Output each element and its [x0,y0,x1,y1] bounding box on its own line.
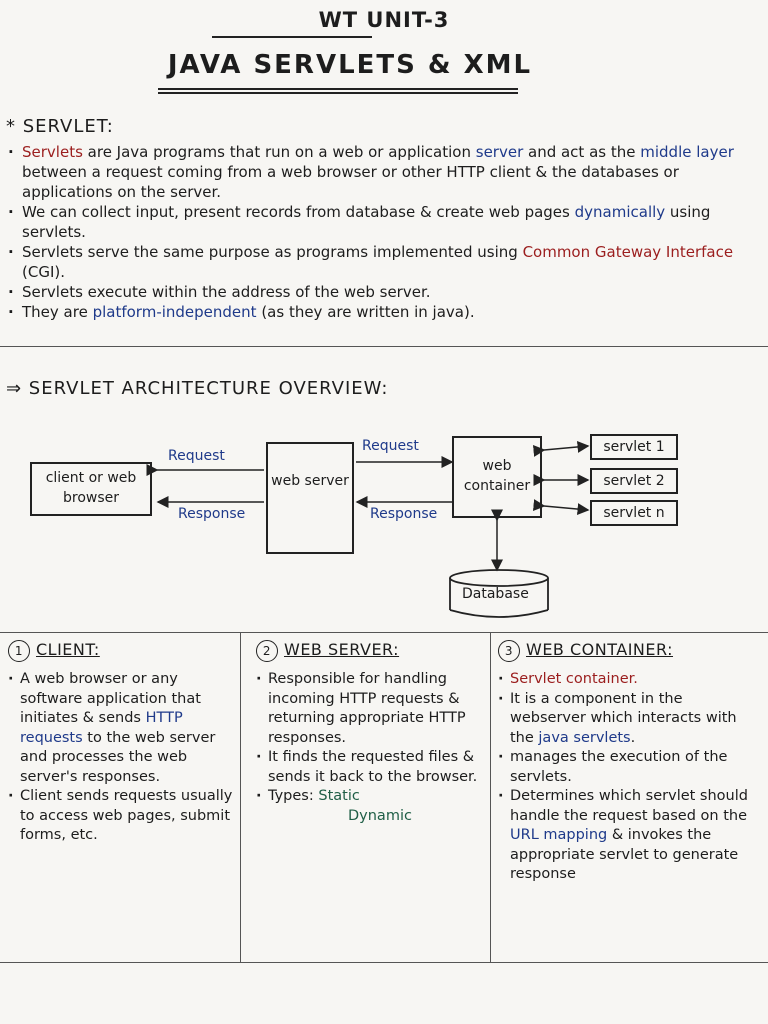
servlet-bullet [6,302,746,322]
text-run: Servlets [22,143,83,161]
text-run: HTTP requests [20,710,183,746]
database-label: Database [462,586,529,602]
text-run: (as they are written in java). [256,303,475,321]
column-heading [8,640,234,662]
text-run: . [630,729,636,746]
servlet-bullet [6,242,746,282]
text-run: Common Gateway Interface [522,243,734,261]
web-server-box: web server [266,442,354,554]
response-label-2: Response [370,506,438,522]
text-run: They are [22,303,93,321]
step-number-badge: 3 [498,640,520,662]
unit-title: WT UNIT-3 [318,8,450,32]
text-run: It finds the requested files & sends it back to the browser. [268,749,478,785]
text-run: to the web server and processes the web server's responses. [20,729,216,785]
text-run: Servlets serve the same purpose as programs implemented using [22,243,523,261]
client-column [8,640,234,846]
servlet-n-box: servlet n [590,500,678,526]
column-divider-1 [240,632,241,962]
database-top [450,570,548,586]
text-run: Client sends requests usually to access web pages, submit forms, etc. [20,788,233,843]
text-run: Static [318,788,360,804]
request-label-2: Request [362,438,419,454]
text-run: It is a component in the webserver which interacts with the [510,690,737,746]
servlet-bullet [6,142,746,202]
text-run: Dynamic [348,807,412,824]
servlet-heading: * SERVLET: [6,116,114,137]
text-run: A web browser or any software application that initiates & sends [20,671,201,726]
column-bullet [498,748,762,787]
text-run: Responsible for handling incoming HTTP requests & returning appropriate HTTP responses. [268,671,466,746]
web-container-column [498,640,762,885]
column-bullet [256,807,482,827]
servlet-1-box: servlet 1 [590,434,678,460]
step-number-badge: 2 [256,640,278,662]
column-bullet [256,670,482,748]
column-bullet [256,748,482,787]
web-container-box: web container [452,436,542,518]
servlet1-arrow [544,446,588,450]
servlet-bullet [6,282,746,302]
text-run: between a request coming from a web browser or other HTTP client & the databases or applications on the server. [22,163,679,201]
page-title: JAVA SERVLETS & XML [167,50,533,80]
servlet-bullet [6,202,746,242]
request-label-1: Request [168,448,225,464]
text-run: manages the execution of the servlets. [510,749,728,785]
architecture-heading: ⇒ SERVLET ARCHITECTURE OVERVIEW: [6,378,389,399]
text-run: using servlets. [22,203,711,241]
text-run: platform-independent [92,303,257,321]
column-heading-text: WEB SERVER: [284,640,400,659]
column-heading [256,640,482,662]
response-label-1: Response [178,506,246,522]
text-run: Types: [268,788,319,804]
column-bullet [256,787,482,807]
title-underline-double [158,88,518,90]
section-divider-3 [0,962,768,963]
web-server-column [256,640,482,826]
text-run: & invokes the appropriate servlet to generate response [510,827,739,882]
text-run: Servlets execute within the address of the web server. [22,283,431,301]
text-run: dynamically [574,203,666,221]
section-divider [0,346,768,347]
client-box: client or web browser [30,462,152,516]
text-run: middle layer [640,143,734,161]
text-run: We can collect input, present records from database & create web pages [22,203,575,221]
title-underline [212,36,372,38]
text-run: Servlet container. [510,671,638,687]
column-heading-text: WEB CONTAINER: [526,640,674,659]
column-heading-text: CLIENT: [36,640,100,659]
column-heading [498,640,762,662]
column-bullet [498,690,762,749]
text-run: URL mapping [510,827,608,843]
title-underline-double-2 [158,92,518,94]
servlet-bullet-list [6,142,746,322]
text-run: server [475,143,524,161]
column-bullet [8,787,234,846]
text-run: (CGI). [22,263,65,281]
architecture-diagram [0,410,768,630]
text-run: java servlets [538,729,631,746]
servlet-2-box: servlet 2 [590,468,678,494]
section-divider-2 [0,632,768,633]
text-run: Determines which servlet should handle the request based on the [510,788,748,824]
text-run: are Java programs that run on a web or application [82,143,476,161]
step-number-badge: 1 [8,640,30,662]
column-divider-2 [490,632,491,962]
column-bullet [498,670,762,690]
column-bullet [498,787,762,885]
text-run: and act as the [523,143,641,161]
servletn-arrow [544,506,588,510]
column-bullet [8,670,234,787]
